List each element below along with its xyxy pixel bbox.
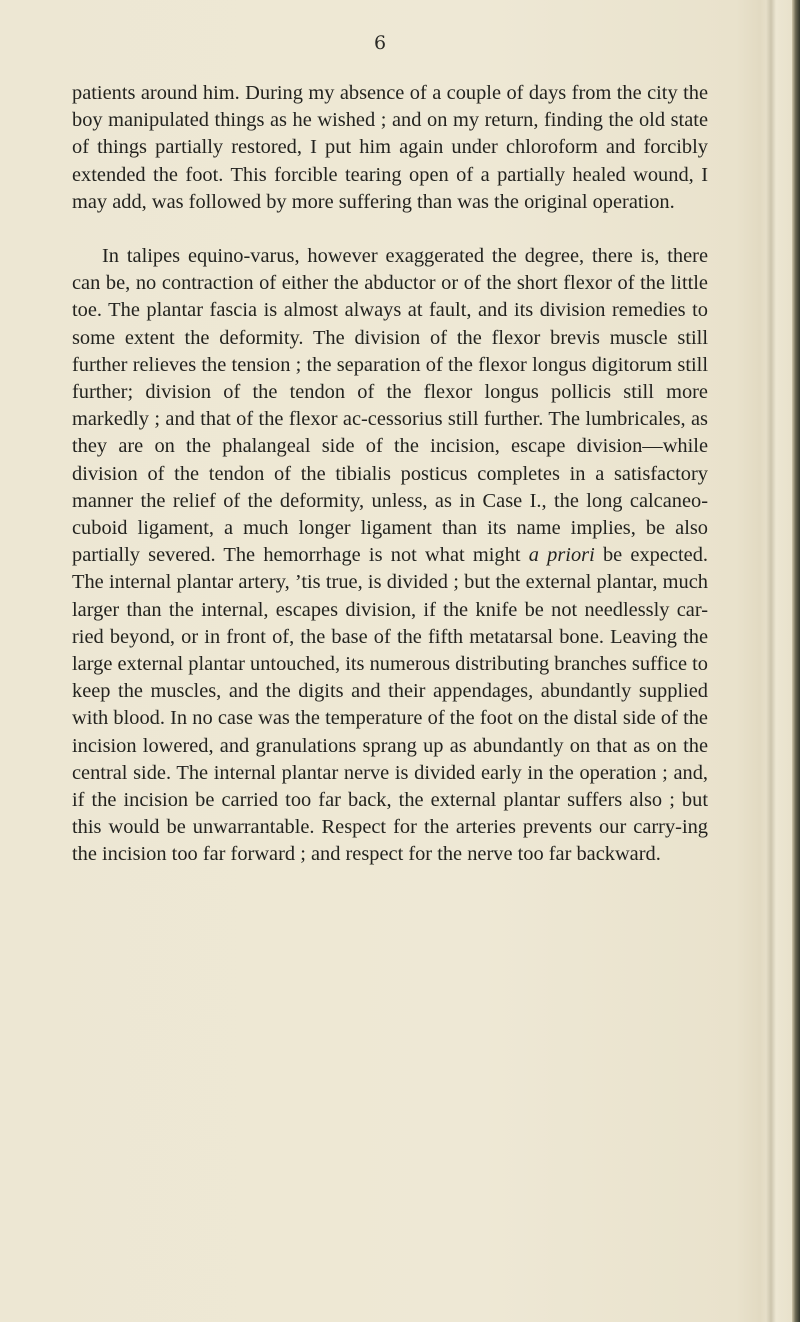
paragraph-2-italic-phrase: a priori <box>528 544 595 567</box>
book-spine-edge <box>792 0 800 1322</box>
page-body <box>72 80 708 869</box>
paragraph-2-text-a: In talipes equino-varus, however exaggerated the degree, there is, there can be, no contraction of either the abductor or of the short flexor of the little toe. The plantar fascia is almost always at fault, and its division remedies to some extent the deformity. The division of the flexor brevis muscle still further relieves the tension ; the separation of the flexor longus digitorum still further; division of the tendon of the flexor longus pollicis still more markedly ; and that of the flexor ac-cessorius still further. The lumbricales, as they are on the phalangeal side of the incision, escape division—while division of the tendon of the tibialis posticus completes in a satisfactory manner the relief of the deformity, unless, as in Case I., the long calcaneo-cuboid ligament, a much longer ligament than its name implies, be also partially severed. The hemorrhage is not what might <box>72 245 708 567</box>
page-edge-shadow <box>766 0 776 1322</box>
page-number: 6 <box>373 32 387 54</box>
paragraph-2 <box>72 243 708 869</box>
paragraph-1: patients around him. During my absence of a couple of days from the city the boy manipulated things as he wished ; and on my return, finding the old state of things partially restored, I put him again under chloroform and forcibly extended the foot. This forcible tearing open of a partially healed wound, I may add, was followed by more suffering than was the original operation. <box>72 82 708 213</box>
paragraph-gap <box>72 216 708 243</box>
paragraph-2-text-b: be expected. The internal plantar artery, ’tis true, is divided ; but the external plantar, much larger than the internal, escapes division, if the knife be not needlessly car-ried beyond, or in front of, the base of the fifth metatarsal bone. Leaving the large external plantar untouched, its numerous distributing branches suffice to keep the muscles, and the digits and their appendages, abundantly supplied with blood. In no case was the temperature of the foot on the distal side of the incision lowered, and granulations sprang up as abundantly on that as on the central side. The internal plantar nerve is divided early in the operation ; and, if the incision be carried too far back, the external plantar suffers also ; but this would be unwarrantable. Respect for the arteries prevents our carry-ing the incision too far forward ; and respect for the nerve too far backward. <box>72 544 708 866</box>
